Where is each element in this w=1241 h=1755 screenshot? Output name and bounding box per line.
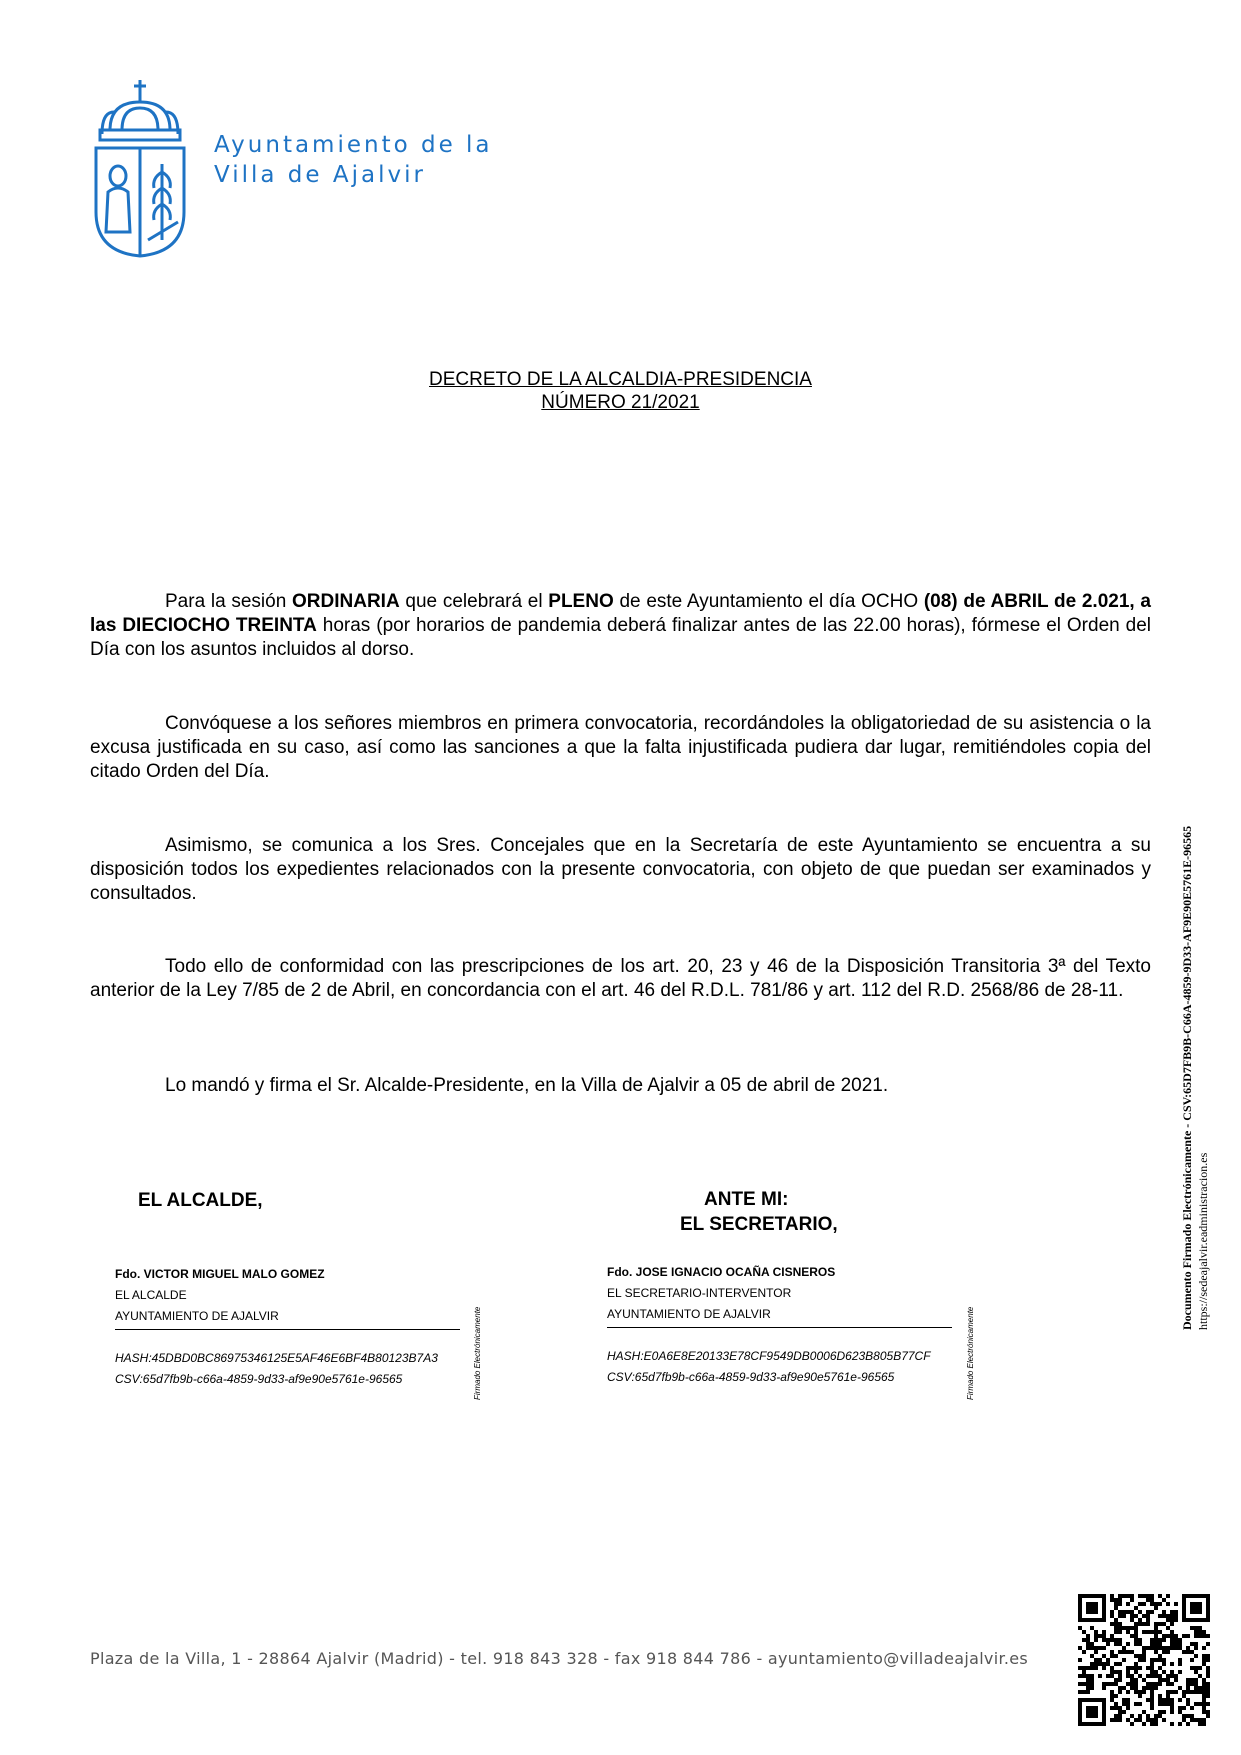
- signature-block-secretario: [607, 1262, 952, 1388]
- paragraph-legal: Todo ello de conformidad con las prescripciones de los art. 20, 23 y 46 de la Disposición Transitoria 3ª del Texto anterior de la Ley 7/85 de 2 de Abril, en concordancia con el art. 46 del R.D.L. 781/86 y art. 112 del R.D. 2568/86 de 28-11.: [90, 956, 1151, 1001]
- signature-line: [607, 1327, 952, 1328]
- p1-bold-date: (08) de ABRIL de 2.021, a las DIECIOCHO TREINTA: [90, 591, 1151, 636]
- p1-bold-pleno: PLENO: [548, 591, 614, 612]
- footer-contact: Plaza de la Villa, 1 - 28864 Ajalvir (Madrid) - tel. 918 843 328 - fax 918 844 786 - ayuntamiento@villadeajalvir.es: [90, 1649, 1029, 1668]
- margin-verification-url[interactable]: https://sedeajalvir.eadministracion.es: [1196, 1152, 1210, 1330]
- signer-org: AYUNTAMIENTO DE AJALVIR: [607, 1307, 771, 1321]
- p1-bold-ordinaria: ORDINARIA: [292, 591, 400, 612]
- organization-name: [214, 130, 493, 190]
- signature-line: [115, 1329, 460, 1330]
- signature-hash: HASH:45DBD0BC86975346125E5AF46E6BF4B80123B7A3: [115, 1351, 438, 1365]
- p1-text: que celebrará el: [399, 591, 549, 612]
- alcalde-heading: EL ALCALDE,: [138, 1190, 263, 1211]
- signature-csv: CSV:65d7fb9b-c66a-4859-9d33-af9e90e5761e-96565: [607, 1370, 895, 1384]
- org-name-line2: Villa de Ajalvir: [214, 162, 426, 188]
- signature-block-alcalde: [115, 1264, 460, 1390]
- p1-text: horas (por horarios de pandemia deberá finalizar antes de las 22.00 horas), fórmese el Orden del Día con los asuntos incluidos al dorso.: [90, 615, 1151, 660]
- signature-csv: CSV:65d7fb9b-c66a-4859-9d33-af9e90e5761e-96565: [115, 1372, 403, 1386]
- signature-hash: HASH:E0A6E8E20133E78CF9549DB0006D623B805B77CF: [607, 1349, 931, 1363]
- secretario-heading: EL SECRETARIO,: [680, 1214, 838, 1235]
- paragraph-convocation: Convóquese a los señores miembros en primera convocatoria, recordándoles la obligatoriedad de su asistencia o la excusa justificada en su caso, así como las sanciones a que la falta injustificada pudiera dar lugar, remitiéndoles copia del citado Orden del Día.: [90, 713, 1151, 782]
- coat-of-arms-icon: [92, 72, 188, 258]
- ante-mi-heading: ANTE MI:: [704, 1189, 789, 1210]
- paragraph-session: [90, 590, 1151, 662]
- signer-role: EL ALCALDE: [115, 1288, 187, 1302]
- signer-name: Fdo. VICTOR MIGUEL MALO GOMEZ: [115, 1267, 325, 1281]
- title-line2: NÚMERO 21/2021: [541, 392, 700, 413]
- title-line1: DECRETO DE LA ALCALDIA-PRESIDENCIA: [429, 369, 812, 390]
- qr-code-icon: [1078, 1594, 1210, 1726]
- margin-csv-text: Documento Firmado Electrónicamente - CSV:65D7FB9B-C66A-4859-9D33-AF9E90E5761E-96565: [1180, 825, 1194, 1330]
- signer-role: EL SECRETARIO-INTERVENTOR: [607, 1286, 792, 1300]
- electronic-signature-label: Firmado Electrónicamente: [966, 1306, 975, 1400]
- document-title: [0, 368, 1241, 414]
- org-name-line1: Ayuntamiento de la: [214, 132, 493, 158]
- signer-name: Fdo. JOSE IGNACIO OCAÑA CISNEROS: [607, 1265, 836, 1279]
- electronic-signature-label: Firmado Electrónicamente: [473, 1306, 482, 1400]
- p1-text: de este Ayuntamiento el día OCHO: [613, 591, 924, 612]
- p1-text: Para la sesión: [165, 591, 293, 612]
- paragraph-files: Asimismo, se comunica a los Sres. Concejales que en la Secretaría de este Ayuntamiento se encuentra a su disposición todos los expedientes relacionados con la presente convocatoria, con objeto de que puedan ser examinados y consultados.: [90, 835, 1151, 904]
- signer-org: AYUNTAMIENTO DE AJALVIR: [115, 1309, 279, 1323]
- paragraph-signature-statement: Lo mandó y firma el Sr. Alcalde-Presidente, en la Villa de Ajalvir a 05 de abril de 2021.: [165, 1075, 889, 1096]
